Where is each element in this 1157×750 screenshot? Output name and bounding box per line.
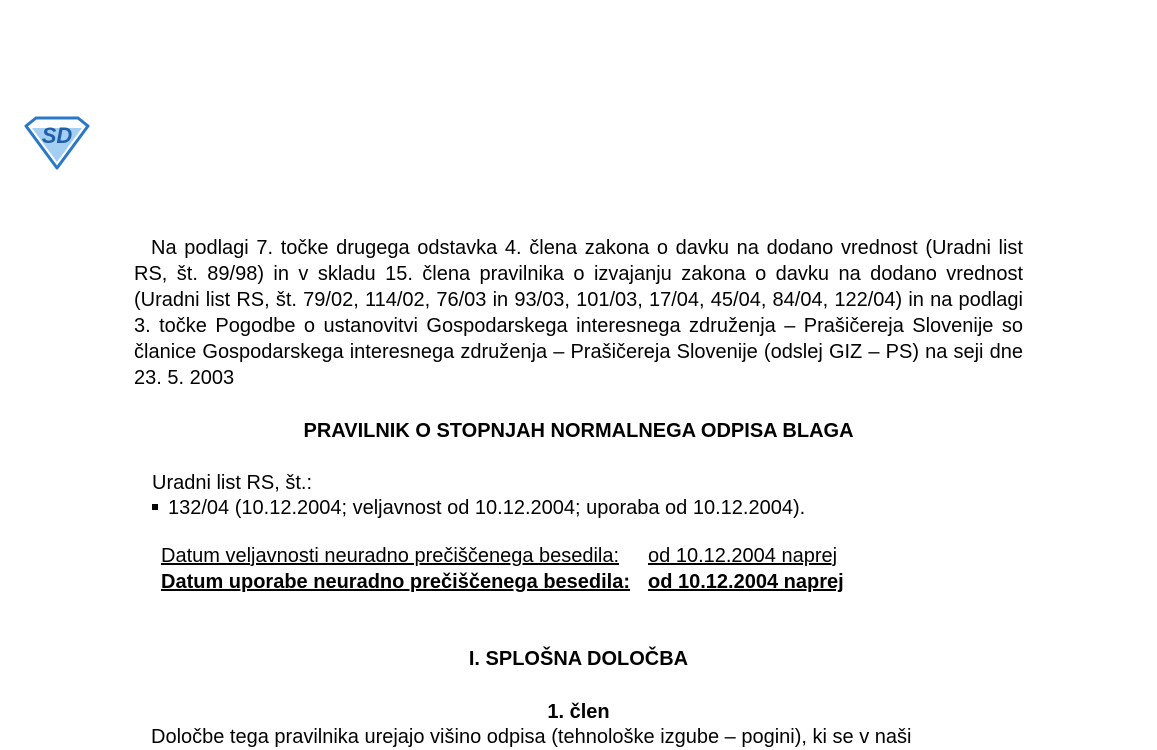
gazette-item-text: 132/04 (10.12.2004; veljavnost od 10.12.2004; uporaba od 10.12.2004).: [168, 497, 806, 519]
validity-date-label: Datum veljavnosti neuradno prečiščenega besedila:: [161, 545, 620, 567]
validity-row: [161, 543, 844, 569]
gazette-list-item: [152, 495, 805, 521]
intro-paragraph: Na podlagi 7. točke drugega odstavka 4. člena zakona o davku na dodano vrednost (Uradni list RS, št. 89/98) in v skladu 15. člena pravilnika o izvajanju zakona o davku na dodano vrednost (Uradni list RS, št. 79/02, 114/02, 76/03 in 93/03, 101/03, 17/04, 45/04, 84/04, 122/04) in na podlagi 3. točke Pogodbe o ustanovitvi Gospodarskega interesnega združenja – Prašičereja Slovenije so članice Gospodarskega interesnega združenja – Prašičereja Slovenije (odslej GIZ – PS) na seji dne 23. 5. 2003: [134, 237, 1023, 389]
gazette-label: Uradni list RS, št.:: [152, 472, 313, 494]
square-bullet-icon: [152, 504, 158, 510]
document-title: PRAVILNIK O STOPNJAH NORMALNEGA ODPISA BLAGA: [303, 420, 854, 442]
section-heading: I. SPLOŠNA DOLOČBA: [468, 648, 689, 670]
article-heading: 1. člen: [547, 701, 610, 723]
application-date-value: od 10.12.2004 naprej: [648, 571, 844, 593]
article-paragraph: Določbe tega pravilnika urejajo višino odpisa (tehnološke izgube – pogini), ki se v naši: [151, 726, 912, 748]
application-date-label: Datum uporabe neuradno prečiščenega besedila:: [161, 571, 631, 593]
application-row: [161, 569, 844, 595]
logo-text: SD: [41, 123, 73, 148]
sd-logo: [22, 116, 92, 170]
validity-date-value: od 10.12.2004 naprej: [648, 545, 838, 567]
validity-table: [161, 543, 844, 595]
